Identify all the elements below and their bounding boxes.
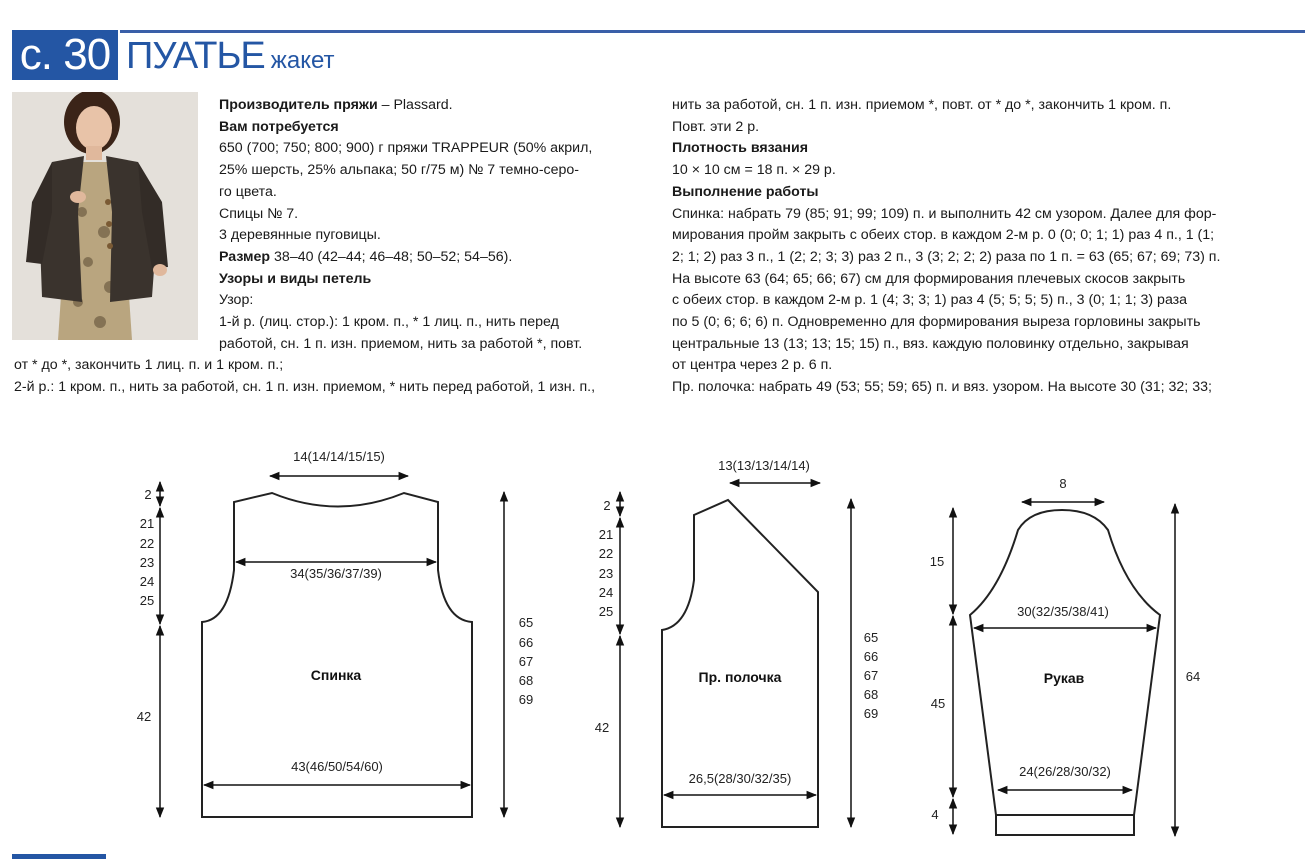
- front-armhole-height: 22: [598, 546, 614, 561]
- front-total-height: 67: [863, 668, 879, 683]
- schematic-diagrams: [0, 420, 1315, 859]
- back-chest-width: 34(35/36/37/39): [290, 566, 382, 581]
- back-lower-height: 42: [136, 709, 152, 724]
- sleeve-upper-width: 30(32/35/38/41): [1017, 604, 1109, 619]
- front-shoulder-height: 2: [603, 498, 611, 513]
- pattern-subtitle: жакет: [270, 47, 335, 74]
- instructions-column: [672, 95, 1220, 399]
- page-title: [126, 34, 335, 83]
- front-neck-width: 13(13/13/14/14): [718, 458, 810, 473]
- front-total-height: 68: [863, 687, 879, 702]
- back-total-height: 66: [518, 635, 534, 650]
- pattern-name: ПУАТЬЕ: [126, 35, 265, 77]
- back-armhole-height: 22: [139, 536, 155, 551]
- sleeve-diagram: [930, 476, 1200, 836]
- front-diagram: [595, 458, 878, 827]
- back-armhole-height: 23: [139, 555, 155, 570]
- buttons-text: 3 деревянные пуговицы.: [219, 227, 381, 244]
- back-total-height: 67: [518, 654, 534, 669]
- work-line: Спинка: набрать 79 (85; 91; 99; 109) п. и выполнить 42 см узором. Далее для фор-: [672, 205, 1217, 222]
- work-line: центральные 13 (13; 13; 15; 15) п., вяз. каждую половинку отдельно, закрывая: [672, 335, 1189, 352]
- model-illustration: [12, 92, 198, 340]
- yarn-line: 25% шерсть, 25% альпака; 50 г/75 м) № 7 темно-серо-: [219, 162, 580, 179]
- patterns-heading: Узоры и виды петель: [219, 270, 372, 287]
- needles-text: Спицы № 7.: [219, 205, 299, 222]
- back-total-height: 69: [518, 692, 534, 707]
- sleeve-total-height: 64: [1185, 669, 1201, 684]
- front-lower-height: 42: [594, 720, 610, 735]
- header-rule: [120, 30, 1305, 33]
- back-shoulder-height: 2: [144, 487, 152, 502]
- front-armhole-height: 24: [598, 585, 614, 600]
- row2-text: 2-й р.: 1 кром. п., нить за работой, сн. 1 п. изн. приемом, * нить перед работой, 1 изн. п.,: [14, 378, 596, 395]
- work-line: 2; 1; 2) раз 3 п., 1 (2; 2; 3; 3) раз 2 п., 3 (3; 2; 2; 2) раза по 1 п. = 63 (65; 67; 69; 73) п.: [672, 248, 1221, 265]
- sleeve-cap-height: 15: [929, 554, 945, 569]
- density-heading: Плотность вязания: [672, 140, 808, 157]
- back-armhole-height: 25: [139, 593, 155, 608]
- sleeve-label: Рукав: [1043, 670, 1085, 686]
- front-bottom-width: 26,5(28/30/32/35): [688, 771, 792, 786]
- back-bottom-width: 43(46/50/54/60): [291, 759, 383, 774]
- work-line: от центра через 2 р. 6 п.: [672, 357, 833, 374]
- work-line: Пр. полочка: набрать 49 (53; 55; 59; 65) п. и вяз. узором. На высоте 30 (31; 32; 33;: [672, 379, 1212, 396]
- row1-text: работой, сн. 1 п. изн. приемом, нить за работой *, повт.: [219, 335, 583, 352]
- front-armhole-height: 23: [598, 566, 614, 581]
- back-diagram: [137, 449, 533, 817]
- yarn-line: го цвета.: [219, 183, 277, 200]
- row1-text: от * до *, закончить 1 лиц. п. и 1 кром. п.;: [14, 357, 284, 373]
- back-armhole-height: 21: [139, 516, 155, 531]
- model-photo: [12, 92, 198, 340]
- back-label: Спинка: [310, 667, 362, 683]
- yarn-line: 650 (700; 750; 800; 900) г пряжи TRAPPEUR (50% акрил,: [219, 140, 593, 157]
- density-value: 10 × 10 см = 18 п. × 29 р.: [672, 162, 836, 179]
- front-total-height: 65: [863, 630, 879, 645]
- front-label: Пр. полочка: [698, 669, 782, 685]
- size-value: 38–40 (42–44; 46–48; 50–52; 54–56).: [270, 248, 513, 265]
- sleeve-top-width: 8: [1059, 476, 1067, 491]
- work-line: по 5 (0; 6; 6; 6) п. Одновременно для формирования выреза горловины закрыть: [672, 314, 1201, 331]
- page-number-badge: с. 30: [12, 30, 118, 80]
- work-line: На высоте 63 (64; 65; 66; 67) см для формирования плечевых скосов закрыть: [672, 270, 1186, 287]
- back-total-height: 68: [518, 673, 534, 688]
- work-heading: Выполнение работы: [672, 183, 819, 200]
- row1-text: 1-й р. (лиц. стор.): 1 кром. п., * 1 лиц. п., нить перед: [219, 314, 559, 331]
- work-line: мирования пройм закрыть с обеих стор. в каждом 2-м р. 0 (0; 0; 1; 1) раз 4 п., 1 (1;: [672, 227, 1215, 244]
- pattern-repeat: Повт. эти 2 р.: [672, 118, 760, 135]
- sleeve-main-height: 45: [930, 696, 946, 711]
- materials-column: [219, 95, 592, 355]
- back-neck-width: 14(14/14/15/15): [293, 449, 385, 464]
- pattern-label: Узор:: [219, 292, 254, 309]
- materials-heading: Вам потребуется: [219, 118, 339, 135]
- materials-column-continued: [14, 355, 595, 398]
- sleeve-cuff: [996, 815, 1134, 835]
- work-line: с обеих стор. в каждом 2-м р. 1 (4; 3; 3; 1) раз 4 (5; 5; 5; 5) п., 3 (0; 1; 1; 3) раза: [672, 292, 1188, 309]
- front-total-height: 69: [863, 706, 879, 721]
- sleeve-lower-width: 24(26/28/30/32): [1019, 764, 1111, 779]
- back-total-height: 65: [518, 615, 534, 630]
- sleeve-cuff-height: 4: [931, 807, 939, 822]
- pattern-continued: нить за работой, сн. 1 п. изн. приемом *, повт. от * до *, закончить 1 кром. п.: [672, 97, 1172, 113]
- front-total-height: 66: [863, 649, 879, 664]
- yarn-producer-label: Производитель пряжи: [219, 97, 378, 113]
- front-armhole-height: 25: [598, 604, 614, 619]
- footer-accent-bar: [12, 854, 106, 859]
- back-armhole-height: 24: [139, 574, 155, 589]
- yarn-producer-value: – Plassard.: [377, 97, 453, 113]
- size-label: Размер: [219, 248, 271, 265]
- front-armhole-height: 21: [598, 527, 614, 542]
